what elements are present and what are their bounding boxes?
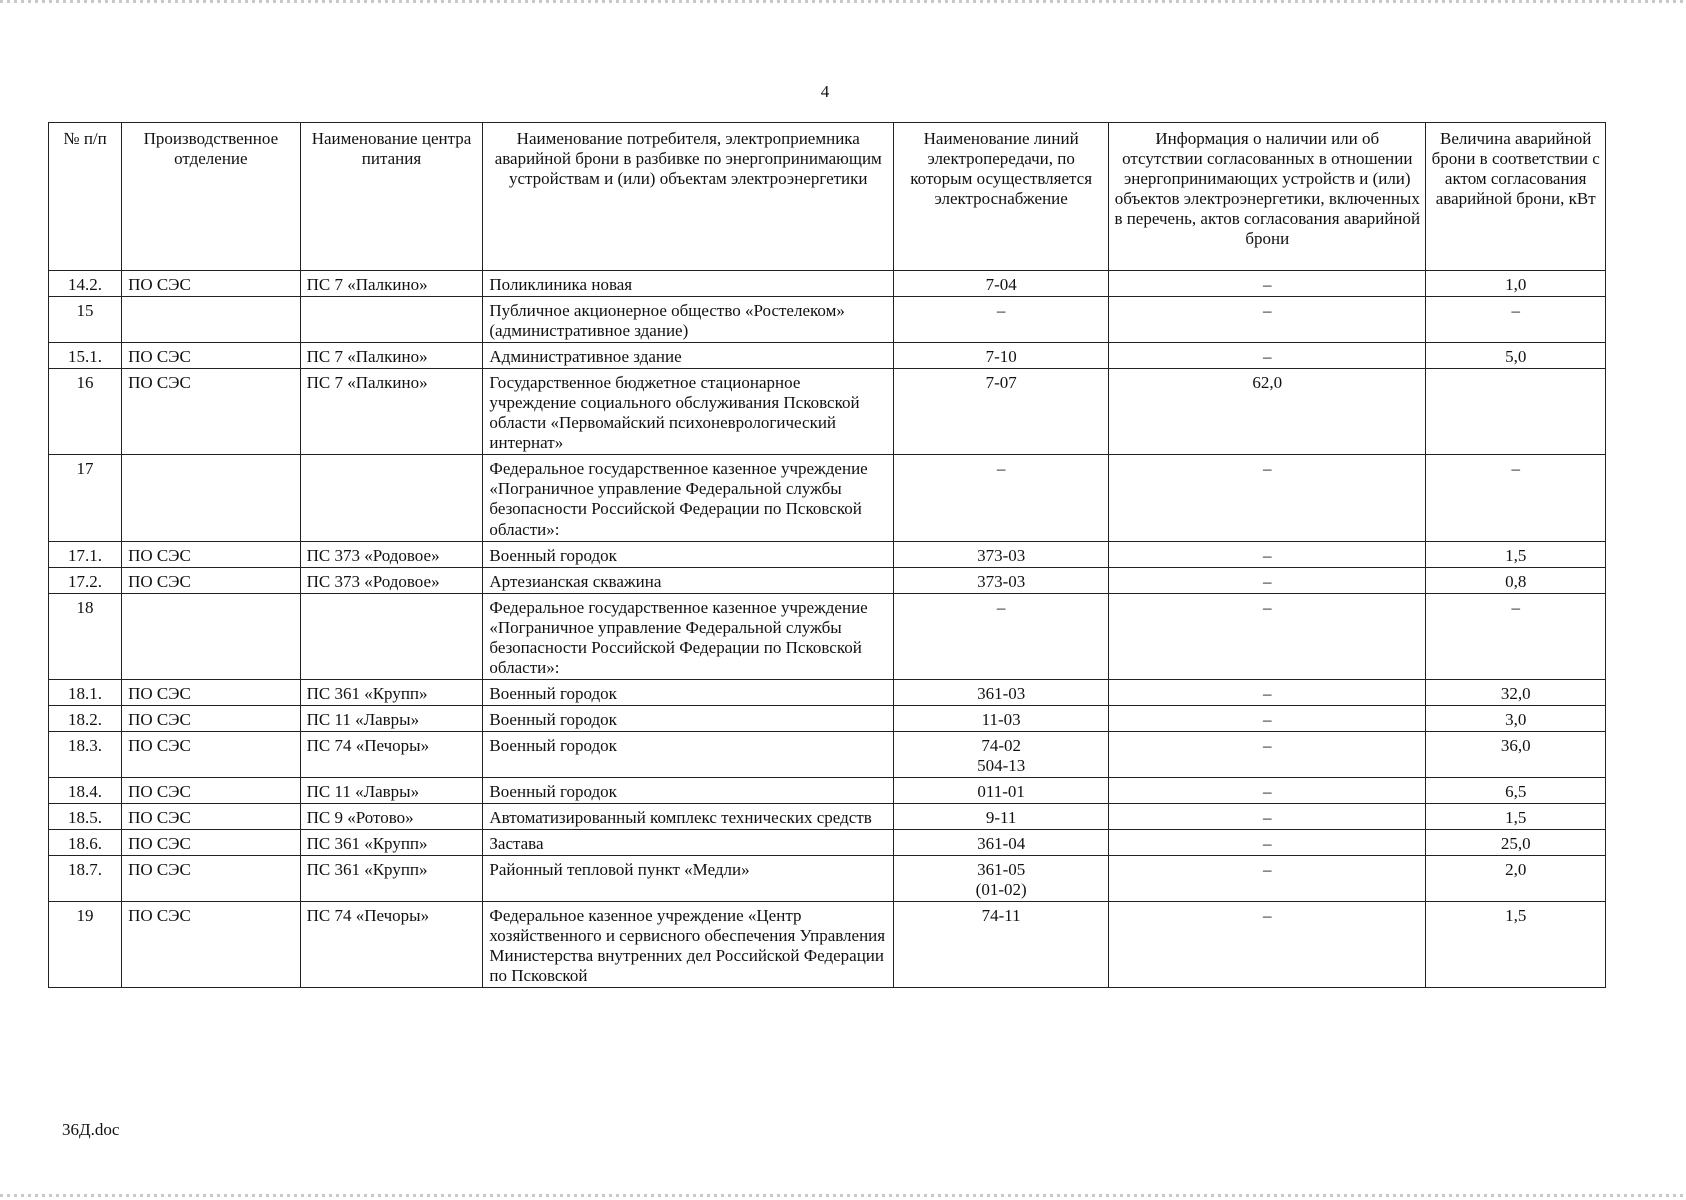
- row-number-cell: 18.1.: [49, 679, 122, 705]
- table-row: [49, 679, 1606, 705]
- agreement-info-cell: –: [1109, 541, 1426, 567]
- department-cell: [122, 593, 300, 679]
- department-cell: ПО СЭС: [122, 804, 300, 830]
- header-cell: Производственное отделение: [122, 123, 300, 271]
- power-center-cell: ПС 9 «Ротово»: [300, 804, 483, 830]
- line-cell: 361-04: [894, 830, 1109, 856]
- line-cell: 7-04: [894, 271, 1109, 297]
- table-row: [49, 271, 1606, 297]
- power-center-cell: ПС 361 «Крупп»: [300, 856, 483, 902]
- department-cell: ПО СЭС: [122, 705, 300, 731]
- file-name: 36Д.doc: [62, 1120, 120, 1139]
- table-row: [49, 804, 1606, 830]
- line-cell: 373-03: [894, 541, 1109, 567]
- row-number-cell: 14.2.: [49, 271, 122, 297]
- agreement-info-cell: –: [1109, 679, 1426, 705]
- table-row: [49, 830, 1606, 856]
- header-cell: Величина аварийной брони в соответствии с актом согласования аварийной брони, кВт: [1426, 123, 1606, 271]
- line-cell: 74-11: [894, 902, 1109, 988]
- line-cell: 361-03: [894, 679, 1109, 705]
- row-number-cell: 18.6.: [49, 830, 122, 856]
- row-number-cell: 15: [49, 297, 122, 343]
- consumer-cell: Военный городок: [483, 731, 894, 777]
- reserve-table: [48, 122, 1606, 988]
- line-cell: 373-03: [894, 567, 1109, 593]
- department-cell: ПО СЭС: [122, 830, 300, 856]
- department-cell: [122, 297, 300, 343]
- table-row: [49, 856, 1606, 902]
- reserve-value-cell: 1,5: [1426, 541, 1606, 567]
- reserve-value-cell: 36,0: [1426, 731, 1606, 777]
- department-cell: [122, 455, 300, 541]
- line-cell: 7-10: [894, 343, 1109, 369]
- row-number-cell: 18.2.: [49, 705, 122, 731]
- power-center-cell: ПС 7 «Палкино»: [300, 369, 483, 455]
- reserve-value-cell: 32,0: [1426, 679, 1606, 705]
- power-center-cell: ПС 373 «Родовое»: [300, 567, 483, 593]
- consumer-cell: Районный тепловой пункт «Медли»: [483, 856, 894, 902]
- consumer-cell: Федеральное государственное казенное учреждение «Пограничное управление Федеральной службы безопасности Российской Федерации по Псковской области»:: [483, 593, 894, 679]
- department-cell: ПО СЭС: [122, 343, 300, 369]
- consumer-cell: Военный городок: [483, 679, 894, 705]
- department-cell: ПО СЭС: [122, 271, 300, 297]
- table-row: [49, 343, 1606, 369]
- department-cell: ПО СЭС: [122, 541, 300, 567]
- reserve-value-cell: [1426, 369, 1606, 455]
- line-cell: –: [894, 455, 1109, 541]
- consumer-cell: Федеральное казенное учреждение «Центр хозяйственного и сервисного обеспечения Управления Министерства внутренних дел Российской Федерации по Псковской: [483, 902, 894, 988]
- agreement-info-cell: –: [1109, 778, 1426, 804]
- table-row: [49, 731, 1606, 777]
- department-cell: ПО СЭС: [122, 731, 300, 777]
- agreement-info-cell: –: [1109, 731, 1426, 777]
- line-cell: 7-07: [894, 369, 1109, 455]
- power-center-cell: ПС 373 «Родовое»: [300, 541, 483, 567]
- power-center-cell: ПС 11 «Лавры»: [300, 705, 483, 731]
- header-cell: № п/п: [49, 123, 122, 271]
- department-cell: ПО СЭС: [122, 902, 300, 988]
- consumer-cell: Военный городок: [483, 705, 894, 731]
- agreement-info-cell: 62,0: [1109, 369, 1426, 455]
- consumer-cell: Военный городок: [483, 541, 894, 567]
- consumer-cell: Военный городок: [483, 778, 894, 804]
- agreement-info-cell: –: [1109, 455, 1426, 541]
- department-cell: ПО СЭС: [122, 679, 300, 705]
- row-number-cell: 18.3.: [49, 731, 122, 777]
- consumer-cell: Административное здание: [483, 343, 894, 369]
- header-row: [49, 123, 1606, 271]
- line-cell: –: [894, 297, 1109, 343]
- row-number-cell: 15.1.: [49, 343, 122, 369]
- scan-edge-bottom: [0, 1194, 1686, 1197]
- department-cell: ПО СЭС: [122, 567, 300, 593]
- line-cell: –: [894, 593, 1109, 679]
- agreement-info-cell: –: [1109, 804, 1426, 830]
- table-row: [49, 297, 1606, 343]
- department-cell: ПО СЭС: [122, 778, 300, 804]
- header-cell: Наименование центра питания: [300, 123, 483, 271]
- consumer-cell: Государственное бюджетное стационарное учреждение социального обслуживания Псковской области «Первомайский психоневрологический интернат»: [483, 369, 894, 455]
- table-row: [49, 567, 1606, 593]
- power-center-cell: [300, 593, 483, 679]
- consumer-cell: Застава: [483, 830, 894, 856]
- power-center-cell: ПС 7 «Палкино»: [300, 271, 483, 297]
- table-row: [49, 705, 1606, 731]
- consumer-cell: Федеральное государственное казенное учреждение «Пограничное управление Федеральной службы безопасности Российской Федерации по Псковской области»:: [483, 455, 894, 541]
- row-number-cell: 18: [49, 593, 122, 679]
- consumer-cell: Автоматизированный комплекс технических средств: [483, 804, 894, 830]
- row-number-cell: 16: [49, 369, 122, 455]
- agreement-info-cell: –: [1109, 567, 1426, 593]
- table-body: [49, 271, 1606, 988]
- line-cell: 11-03: [894, 705, 1109, 731]
- scan-edge-top: [0, 0, 1686, 3]
- line-cell: 361-05 (01-02): [894, 856, 1109, 902]
- consumer-cell: Публичное акционерное общество «Ростелеком» (административное здание): [483, 297, 894, 343]
- agreement-info-cell: –: [1109, 343, 1426, 369]
- reserve-value-cell: 5,0: [1426, 343, 1606, 369]
- agreement-info-cell: –: [1109, 902, 1426, 988]
- power-center-cell: [300, 455, 483, 541]
- reserve-value-cell: 0,8: [1426, 567, 1606, 593]
- row-number-cell: 19: [49, 902, 122, 988]
- reserve-value-cell: 3,0: [1426, 705, 1606, 731]
- row-number-cell: 18.4.: [49, 778, 122, 804]
- agreement-info-cell: –: [1109, 593, 1426, 679]
- power-center-cell: ПС 7 «Палкино»: [300, 343, 483, 369]
- agreement-info-cell: –: [1109, 297, 1426, 343]
- row-number-cell: 17: [49, 455, 122, 541]
- power-center-cell: ПС 361 «Крупп»: [300, 679, 483, 705]
- line-cell: 74-02 504-13: [894, 731, 1109, 777]
- row-number-cell: 18.7.: [49, 856, 122, 902]
- row-number-cell: 17.2.: [49, 567, 122, 593]
- reserve-value-cell: 1,0: [1426, 271, 1606, 297]
- table-row: [49, 369, 1606, 455]
- power-center-cell: ПС 74 «Печоры»: [300, 731, 483, 777]
- agreement-info-cell: –: [1109, 271, 1426, 297]
- table-row: [49, 902, 1606, 988]
- agreement-info-cell: –: [1109, 705, 1426, 731]
- reserve-value-cell: 2,0: [1426, 856, 1606, 902]
- power-center-cell: ПС 361 «Крупп»: [300, 830, 483, 856]
- department-cell: ПО СЭС: [122, 856, 300, 902]
- agreement-info-cell: –: [1109, 830, 1426, 856]
- consumer-cell: Артезианская скважина: [483, 567, 894, 593]
- page-number: 4: [820, 82, 830, 101]
- table-row: [49, 541, 1606, 567]
- power-center-cell: [300, 297, 483, 343]
- reserve-value-cell: 6,5: [1426, 778, 1606, 804]
- table-row: [49, 455, 1606, 541]
- reserve-value-cell: 25,0: [1426, 830, 1606, 856]
- reserve-value-cell: –: [1426, 593, 1606, 679]
- line-cell: 011-01: [894, 778, 1109, 804]
- agreement-info-cell: –: [1109, 856, 1426, 902]
- table-row: [49, 593, 1606, 679]
- reserve-value-cell: –: [1426, 455, 1606, 541]
- line-cell: 9-11: [894, 804, 1109, 830]
- reserve-value-cell: 1,5: [1426, 902, 1606, 988]
- table-row: [49, 778, 1606, 804]
- power-center-cell: ПС 74 «Печоры»: [300, 902, 483, 988]
- department-cell: ПО СЭС: [122, 369, 300, 455]
- reserve-value-cell: 1,5: [1426, 804, 1606, 830]
- consumer-cell: Поликлиника новая: [483, 271, 894, 297]
- header-cell: Наименование линий электропередачи, по которым осуществляется электроснабжение: [894, 123, 1109, 271]
- header-cell: Информация о наличии или об отсутствии согласованных в отношении энергопринимающих устройств и (или) объектов электроэнергетики, включенных в перечень, актов согласования аварийной брони: [1109, 123, 1426, 271]
- power-center-cell: ПС 11 «Лавры»: [300, 778, 483, 804]
- reserve-value-cell: –: [1426, 297, 1606, 343]
- header-cell: Наименование потребителя, электроприемника аварийной брони в разбивке по энергопринимающим устройствам и (или) объектам электроэнергетики: [483, 123, 894, 271]
- row-number-cell: 18.5.: [49, 804, 122, 830]
- row-number-cell: 17.1.: [49, 541, 122, 567]
